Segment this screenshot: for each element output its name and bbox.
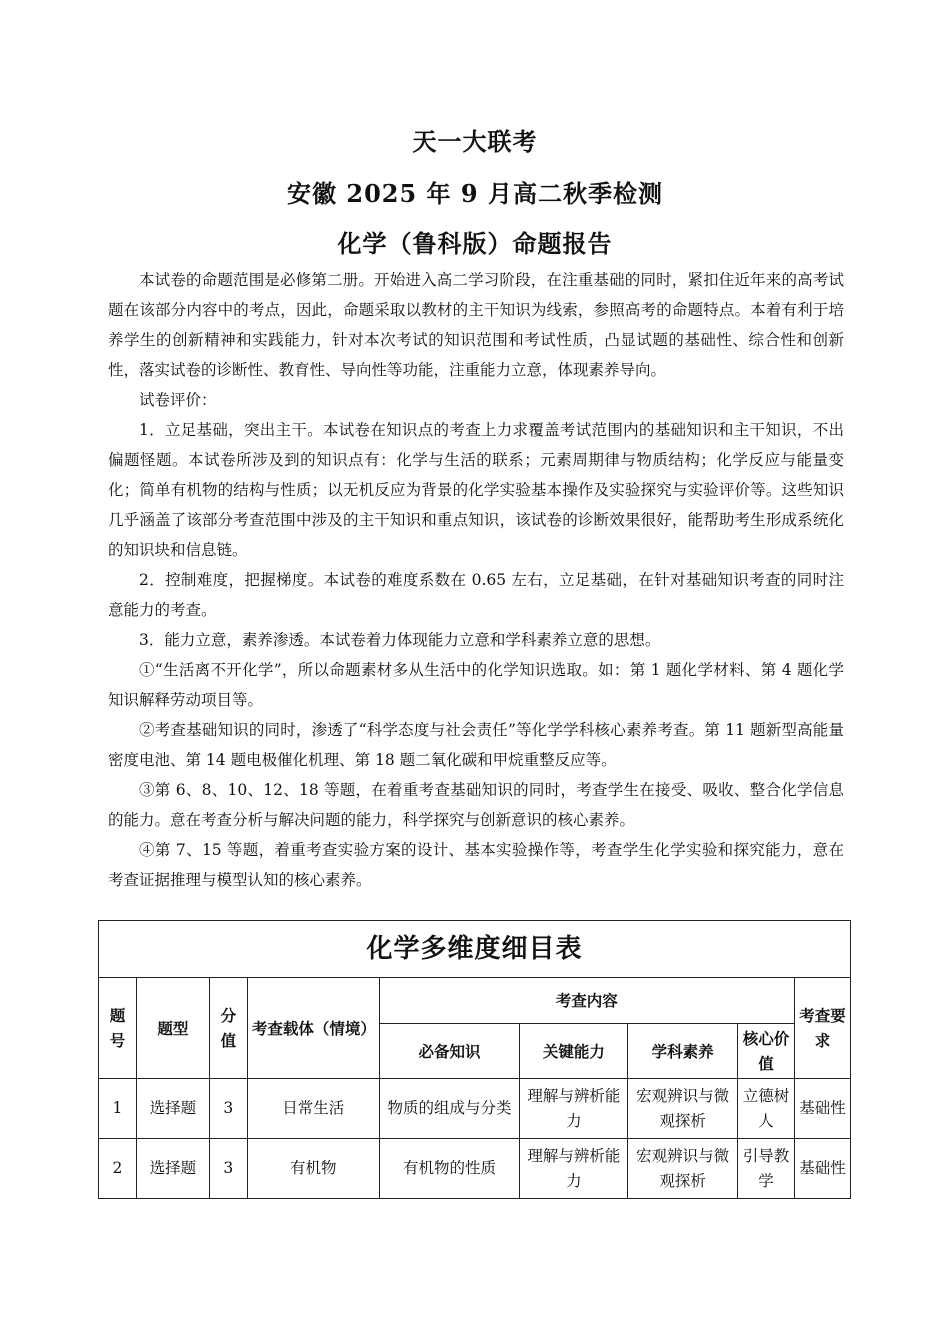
point-2-paragraph: 2．控制难度，把握梯度。本试卷的难度系数在 0.65 左右，立足基础，在针对基础知识考查的同时注意能力的考查。: [108, 571, 844, 619]
exam-series-title: 天一大联考: [412, 127, 538, 156]
report-title: 化学（鲁科版）命题报告: [337, 229, 613, 258]
cell-num: 1: [99, 1079, 137, 1139]
table-row: [99, 1139, 851, 1199]
cell-type: 选择题: [136, 1139, 209, 1199]
cell-requirement: 基础性: [794, 1079, 850, 1139]
cell-ability: 理解与辨析能力: [520, 1079, 628, 1139]
header-requirement: 考查要求: [794, 978, 850, 1079]
cell-type: 选择题: [136, 1079, 209, 1139]
cell-knowledge: 物质的组成与分类: [379, 1079, 520, 1139]
cell-context: 有机物: [247, 1139, 379, 1199]
table-row: [99, 1079, 851, 1139]
header-score: 分值: [209, 978, 247, 1079]
header-type: 题型: [136, 978, 209, 1079]
sub-point-4-paragraph: ④第 7、15 等题，着重考查实验方案的设计、基本实验操作等，考查学生化学实验和探究能力，意在考查证据推理与模型认知的核心素养。: [108, 841, 844, 889]
exam-title: 安徽 2025 年 9 月高二秋季检测: [287, 179, 663, 208]
cell-requirement: 基础性: [794, 1139, 850, 1199]
cell-value: 引导教学: [738, 1139, 795, 1199]
cell-ability: 理解与辨析能力: [520, 1139, 628, 1199]
sub-point-3-paragraph: ③第 6、8、10、12、18 等题，在着重考查基础知识的同时，考查学生在接受、吸收、整合化学信息的能力。意在考查分析与解决问题的能力，科学探究与创新意识的核心素养。: [108, 781, 844, 829]
cell-literacy: 宏观辨识与微观探析: [628, 1139, 738, 1199]
table-caption: 化学多维度细目表: [99, 921, 851, 978]
cell-literacy: 宏观辨识与微观探析: [628, 1079, 738, 1139]
evaluation-heading: 试卷评价：: [139, 391, 217, 409]
cell-score: 3: [209, 1079, 247, 1139]
cell-score: 3: [209, 1139, 247, 1199]
sub-point-2-paragraph: ②考查基础知识的同时，渗透了“科学态度与社会责任”等化学学科核心素养考查。第 11 题新型高能量密度电池、第 14 题电极催化机理、第 18 题二氧化碳和甲烷重整反应等。: [108, 721, 844, 769]
point-1-paragraph: 1．立足基础，突出主干。本试卷在知识点的考查上力求覆盖考试范围内的基础知识和主干知识，不出偏题怪题。本试卷所涉及到的知识点有：化学与生活的联系；元素周期律与物质结构；化学反应与能量变化；简单有机物的结构与性质；以无机反应为背景的化学实验基本操作及实验探究与实验评价等。这些知识几乎涵盖了该部分考查范围中涉及的主干知识和重点知识，该试卷的诊断效果很好，能帮助考生形成系统化的知识块和信息链。: [108, 421, 844, 559]
detail-table: [98, 920, 851, 1199]
cell-context: 日常生活: [247, 1079, 379, 1139]
point-3-paragraph: 3．能力立意，素养渗透。本试卷着力体现能力立意和学科素养立意的思想。: [139, 631, 661, 649]
report-body: [108, 265, 844, 895]
header-literacy: 学科素养: [628, 1024, 738, 1079]
header-context: 考查载体（情境）: [247, 978, 379, 1079]
header-knowledge: 必备知识: [379, 1024, 520, 1079]
header-value: 核心价值: [738, 1024, 795, 1079]
intro-paragraph: 本试卷的命题范围是必修第二册。开始进入高二学习阶段，在注重基础的同时，紧扣住近年来的高考试题在该部分内容中的考点，因此，命题采取以教材的主干知识为线索，参照高考的命题特点。本着有利于培养学生的创新精神和实践能力，针对本次考试的知识范围和考试性质，凸显试题的基础性、综合性和创新性，落实试卷的诊断性、教育性、导向性等功能，注重能力立意，体现素养导向。: [108, 271, 844, 379]
cell-num: 2: [99, 1139, 137, 1199]
header-num: 题号: [99, 978, 137, 1079]
header-ability: 关键能力: [520, 1024, 628, 1079]
header-content: 考查内容: [379, 978, 794, 1024]
cell-knowledge: 有机物的性质: [379, 1139, 520, 1199]
sub-point-1-paragraph: ①“生活离不开化学”，所以命题素材多从生活中的化学知识选取。如：第 1 题化学材料、第 4 题化学知识解释劳动项目等。: [108, 661, 844, 709]
cell-value: 立德树人: [738, 1079, 795, 1139]
